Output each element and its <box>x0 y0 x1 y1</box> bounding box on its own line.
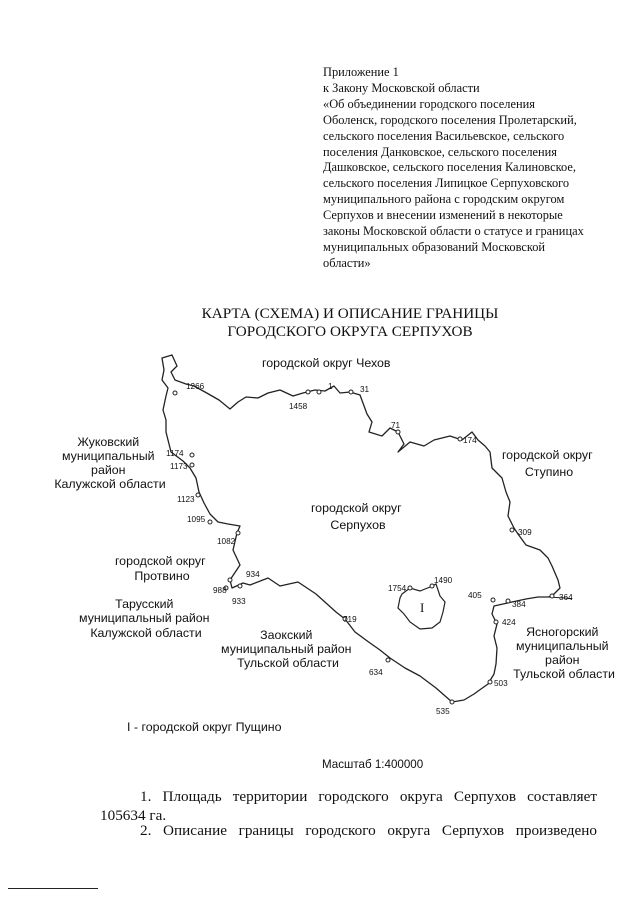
appendix-line: сельского поселения Липицкое Серпуховского <box>323 176 570 191</box>
appendix-line: муниципального района с городским округом <box>323 192 565 207</box>
vertex-marker <box>173 391 177 395</box>
title-line-2: ГОРОДСКОГО ОКРУГА СЕРПУХОВ <box>227 323 473 340</box>
vertex-marker <box>386 658 390 662</box>
appendix-line: к Закону Московской области <box>323 80 480 95</box>
point-label: 405 <box>468 591 482 600</box>
vertex-marker <box>491 598 495 602</box>
vertex-marker <box>488 680 492 684</box>
point-label: 1174 <box>166 449 184 458</box>
vertex-marker <box>238 584 242 588</box>
vertex-marker <box>506 599 510 603</box>
document-title <box>0 305 640 341</box>
appendix-line: Оболенск, городского поселения Пролетарский, <box>323 112 577 127</box>
vertex-marker <box>190 453 194 457</box>
appendix-header <box>323 65 613 272</box>
vertex-marker <box>349 390 353 394</box>
vertex-marker <box>190 463 194 467</box>
point-label: 309 <box>518 528 532 537</box>
point-label: 1490 <box>434 576 453 585</box>
paragraph-area <box>100 787 597 825</box>
point-label: 988 <box>213 586 227 595</box>
footnote-separator <box>8 888 98 889</box>
label-pushchino-note: I - городской округ Пущино <box>127 720 282 734</box>
label-zaoksky: Заокский муниципальный район Тульской области <box>221 628 352 670</box>
label-yasnogorsky: Ясногорский муниципальный район Тульской области <box>513 625 615 681</box>
point-label: 424 <box>502 618 516 627</box>
vertex-marker <box>196 493 200 497</box>
label-tarussky: Тарусский муниципальный район Калужской области <box>79 597 210 640</box>
point-label: 31 <box>360 385 370 394</box>
label-serpukhov: городской округ Серпухов <box>310 501 402 532</box>
point-label: 174 <box>463 436 477 445</box>
appendix-line: Серпухов и внесении изменений в некоторые <box>323 208 563 223</box>
point-label: 1458 <box>289 402 308 411</box>
label-zhukovsky: Жуковский муниципальный район Калужской области <box>54 435 166 491</box>
vertex-marker <box>494 620 498 624</box>
point-label: 364 <box>559 593 573 602</box>
vertex-marker <box>396 430 400 434</box>
vertex-marker <box>450 700 454 704</box>
label-stupino: городской округ Ступино <box>501 448 593 479</box>
label-chekhov: городской округ Чехов <box>262 356 391 370</box>
map-scale: Масштаб 1:400000 <box>322 758 424 771</box>
point-label: 71 <box>391 421 401 430</box>
appendix-line: законы Московской области о статусе и границах <box>323 224 584 239</box>
paragraph-description <box>100 821 597 840</box>
appendix-line: Дашковское, сельского поселения Калиновское, <box>323 160 576 175</box>
vertex-marker <box>236 531 240 535</box>
point-label: 503 <box>494 679 508 688</box>
point-label: 934 <box>246 570 260 579</box>
point-label: 719 <box>343 615 357 624</box>
vertex-marker <box>408 586 412 590</box>
appendix-line: сельского поселения Васильевское, сельского <box>323 128 565 143</box>
point-label: 1 <box>328 382 333 391</box>
appendix-line: муниципальных образований Московской <box>323 239 546 254</box>
vertex-marker <box>510 528 514 532</box>
point-label: 384 <box>512 600 526 609</box>
point-label: 1754 <box>388 584 407 593</box>
paragraph-line: 105634 га. <box>100 807 167 824</box>
paragraph-line: 1. Площадь территории городского округа Серпухов составляет <box>140 788 597 805</box>
vertex-marker <box>228 578 232 582</box>
vertex-marker <box>458 437 462 441</box>
point-label: 1266 <box>186 382 205 391</box>
appendix-line: Приложение 1 <box>323 65 399 79</box>
appendix-line: «Об объединении городского поселения <box>323 96 535 111</box>
point-label: 1173 <box>170 462 188 471</box>
point-label: 1095 <box>187 515 206 524</box>
point-label: 535 <box>436 707 450 716</box>
title-line-1: КАРТА (СХЕМА) И ОПИСАНИЕ ГРАНИЦЫ <box>201 305 499 322</box>
label-enclave-mark: I <box>420 600 425 615</box>
point-label: 933 <box>232 597 246 606</box>
vertex-marker <box>208 520 212 524</box>
paragraph-line: 2. Описание границы городского округа Серпухов произведено <box>140 822 597 839</box>
boundary-map <box>0 340 640 740</box>
point-label: 1123 <box>177 495 195 504</box>
point-label: 1082 <box>217 537 236 546</box>
label-protvino: городской округ Протвино <box>114 554 206 583</box>
appendix-line: области» <box>323 255 371 270</box>
appendix-line: поселения Данковское, сельского поселения <box>323 144 557 159</box>
vertex-marker <box>550 594 554 598</box>
vertex-marker <box>317 390 321 394</box>
point-label: 634 <box>369 668 383 677</box>
vertex-marker <box>306 390 310 394</box>
